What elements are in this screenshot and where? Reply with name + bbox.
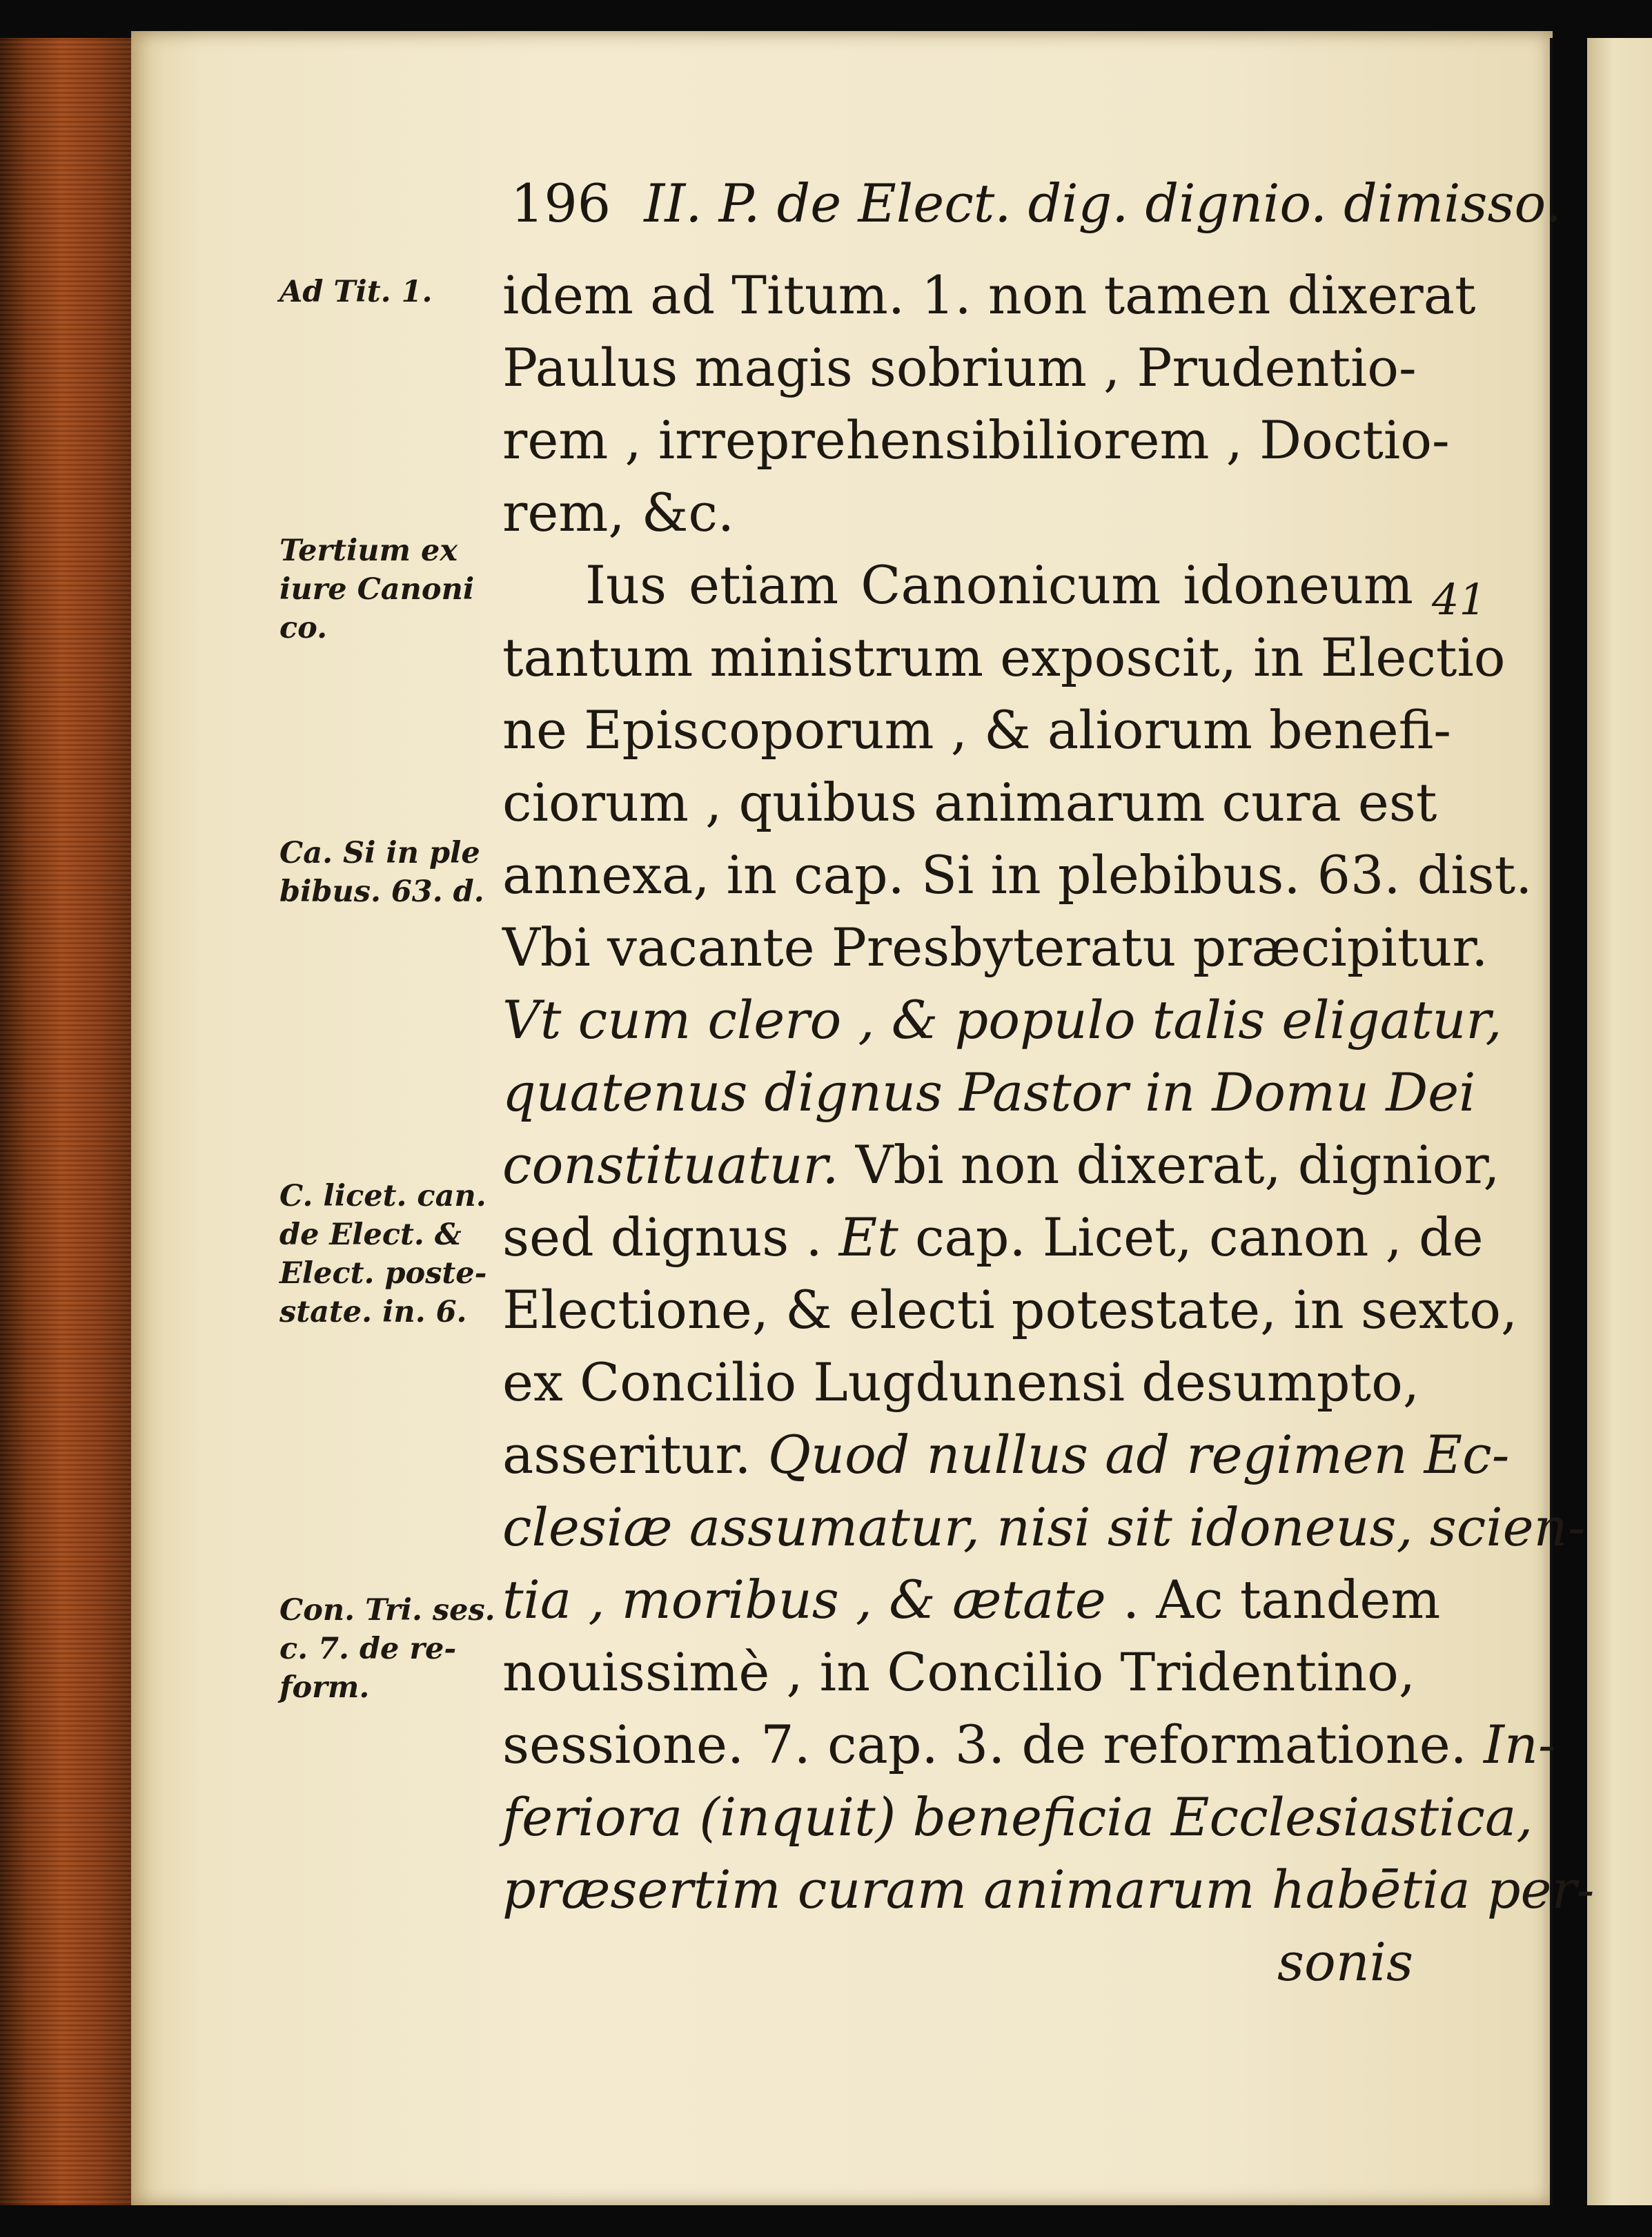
- body-line-segment: sed dignus .: [502, 1207, 839, 1268]
- page-number: 196: [511, 173, 611, 234]
- book-fore-edge: [0, 38, 138, 2205]
- margin-note-line: bibus. 63. d.: [279, 875, 484, 909]
- body-line: [502, 911, 1488, 984]
- margin-note-line: Elect. poste-: [279, 1256, 487, 1291]
- body-line-segment: tantum ministrum exposcit, in Electio: [502, 627, 1506, 688]
- body-line: [502, 1563, 1441, 1636]
- body-line: [502, 476, 1413, 549]
- margin-note-line: Ca. Si in ple: [279, 836, 480, 870]
- running-head-title: II. P. de Elect. dig. dignio. dimisso.: [644, 173, 1562, 234]
- body-line-segment: nouissimè , in Concilio Tridentino,: [502, 1641, 1416, 1703]
- body-line-segment: Et: [838, 1207, 898, 1268]
- margin-note-line: Ad Tit. 1.: [279, 275, 433, 309]
- body-line-segment: rem , irreprehensibiliorem , Doctio-: [502, 409, 1450, 471]
- body-line: [502, 331, 1417, 404]
- margin-note-ius-canonicum: [279, 531, 500, 647]
- body-line: [502, 1708, 1556, 1781]
- margin-note-concilium-tridentinum: [279, 1591, 500, 1707]
- body-line-segment: Ius etiam Canonicum idoneum: [585, 554, 1413, 616]
- body-line-segment: quatenus dignus Pastor in Domu Dei: [502, 1062, 1476, 1123]
- body-line-segment: Quod nullus ad regimen Ec-: [767, 1424, 1510, 1485]
- body-line: [502, 549, 1413, 621]
- body-line: [502, 1346, 1419, 1418]
- body-line: [502, 621, 1506, 694]
- body-line-segment: sessione. 7. cap. 3. de reformatione.: [502, 1714, 1484, 1775]
- body-line-segment: feriora (inquit) beneficia Ecclesiastica,: [502, 1786, 1533, 1848]
- body-line: [502, 1201, 1484, 1273]
- body-line-segment: constituatur.: [502, 1134, 839, 1195]
- body-line-segment: ex Concilio Lugdunensi desumpto,: [502, 1351, 1419, 1413]
- running-head: [511, 173, 1562, 234]
- body-line-segment: præsertim curam animarum habētia per-: [502, 1859, 1595, 1920]
- facing-page-edge: [1587, 38, 1652, 2205]
- body-line: [502, 1636, 1416, 1708]
- body-line-segment: Electione, & electi potestate, in sexto,: [502, 1279, 1518, 1340]
- margin-note-licet-canon: [279, 1177, 500, 1331]
- body-line-segment: . Ac tandem: [1105, 1569, 1441, 1630]
- margin-note-line: Con. Tri. ses.: [279, 1593, 495, 1628]
- signature-mark: 41: [1432, 574, 1486, 625]
- body-line: [502, 984, 1502, 1056]
- body-line: [502, 766, 1437, 839]
- body-line: [502, 1926, 1413, 1998]
- body-line-segment: annexa, in cap. Si in plebibus. 63. dist.: [502, 844, 1533, 906]
- body-line: [502, 1129, 1500, 1201]
- margin-note-line: Tertium ex: [279, 534, 458, 568]
- body-line-segment: ciorum , quibus animarum cura est: [502, 772, 1437, 833]
- margin-note-si-in-plebibus: [279, 834, 500, 911]
- body-line: [502, 1418, 1510, 1491]
- body-line-segment: Paulus magis sobrium , Prudentio-: [502, 337, 1417, 398]
- margin-note-line: c. 7. de re-: [279, 1632, 457, 1666]
- body-line-segment: clesiæ assumatur, nisi sit idoneus, scien-: [502, 1496, 1586, 1558]
- margin-note-line: iure Canoni: [279, 572, 475, 607]
- body-line: [502, 1853, 1595, 1926]
- body-line-segment: Vbi vacante Presbyteratu præcipitur.: [502, 917, 1488, 978]
- body-line: [502, 404, 1450, 476]
- body-line-segment: idem ad Titum. 1. non tamen dixerat: [502, 264, 1476, 326]
- body-line: [502, 1491, 1586, 1563]
- margin-note-line: form.: [279, 1670, 370, 1705]
- body-line: [502, 1273, 1518, 1346]
- body-line-segment: cap. Licet, canon , de: [898, 1207, 1484, 1268]
- margin-note-line: co.: [279, 611, 328, 645]
- body-line: [502, 1781, 1533, 1853]
- body-line-segment: tia , moribus , & ætate: [502, 1569, 1106, 1630]
- body-line: [502, 839, 1533, 911]
- body-line-segment: rem, &c.: [502, 482, 735, 543]
- margin-note-line: state. in. 6.: [279, 1295, 467, 1329]
- body-line: [502, 1056, 1476, 1129]
- body-line: [502, 259, 1476, 331]
- margin-note-ad-titum: [279, 273, 500, 311]
- body-line-segment: Vt cum clero , & populo talis eligatur,: [502, 989, 1502, 1051]
- margin-note-line: C. licet. can.: [279, 1179, 486, 1213]
- body-line: [502, 694, 1451, 766]
- body-line-segment: Vbi non dixerat, dignior,: [838, 1134, 1500, 1195]
- body-line-segment: In-: [1484, 1714, 1556, 1775]
- margin-note-line: de Elect. &: [279, 1218, 462, 1252]
- body-line-segment: ne Episcoporum , & aliorum benefi-: [502, 699, 1451, 761]
- body-line-segment: asseritur.: [502, 1424, 768, 1485]
- body-line-segment: sonis: [1277, 1931, 1413, 1993]
